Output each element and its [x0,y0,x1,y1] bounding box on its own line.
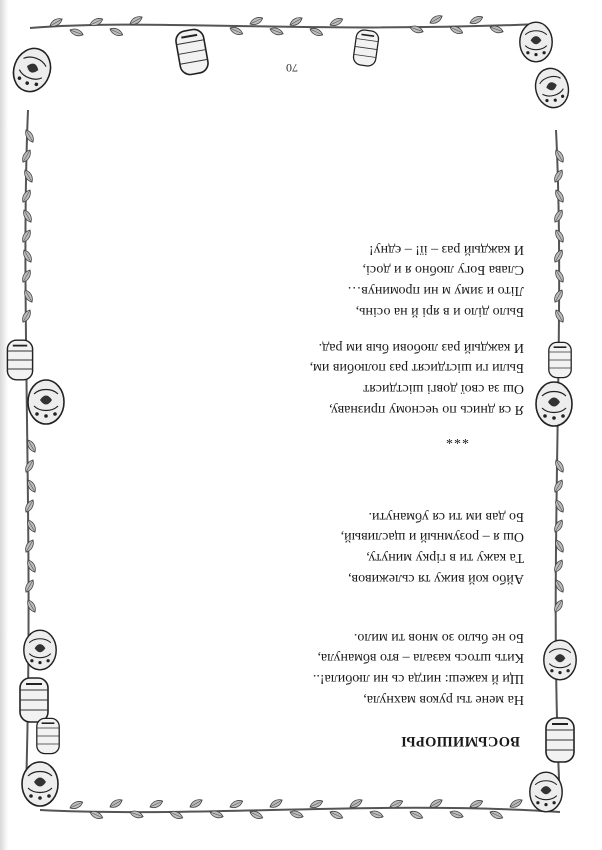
poem-line: Літо и зиму м ни проминув… [347,283,524,299]
stanza-4 [184,238,524,321]
poem-line: Ош я – розумный и щасливый, [340,529,524,545]
poem-title: ВОСЬМИШОРЫ [401,733,520,749]
stanza-2 [184,505,524,588]
poem-line: Слава Богу любно я и досі, [362,262,524,278]
poem-line: Бо не было зо мнов ти мило. [353,629,524,645]
section-separator: *** [445,431,469,446]
stanza-3 [184,336,524,419]
poem-line: И каждый раз любови быв им рад. [318,339,524,355]
stanza-1 [184,626,524,709]
poem-line: Бо дав им ти ся убманути. [368,508,524,524]
poem-line: Были ги шістдисят раз полюбив им, [309,360,524,376]
page-number: 70 [286,61,298,75]
poem-line: На мене ты руков махнула, [363,692,524,707]
poem-line: Я ся днись по чесному признаву, [328,402,524,417]
poem-line: Айбо кой вижу тя сьлеживов, [347,571,524,586]
poem-line: Та кажу ти в гірку минуту, [366,550,524,566]
poem-line: Щи й кажеш: нигда сь ни любила!.. [312,671,524,687]
poem-line: Ош за свої довгі шістдисят [363,381,524,397]
poem-line: И каждый раз – ії! – єдну! [368,241,524,257]
poem-line: Кить штось казала – вто вбманула, [317,650,524,666]
poem-line: Было ділo и в ярі й на осінь, [355,304,524,319]
